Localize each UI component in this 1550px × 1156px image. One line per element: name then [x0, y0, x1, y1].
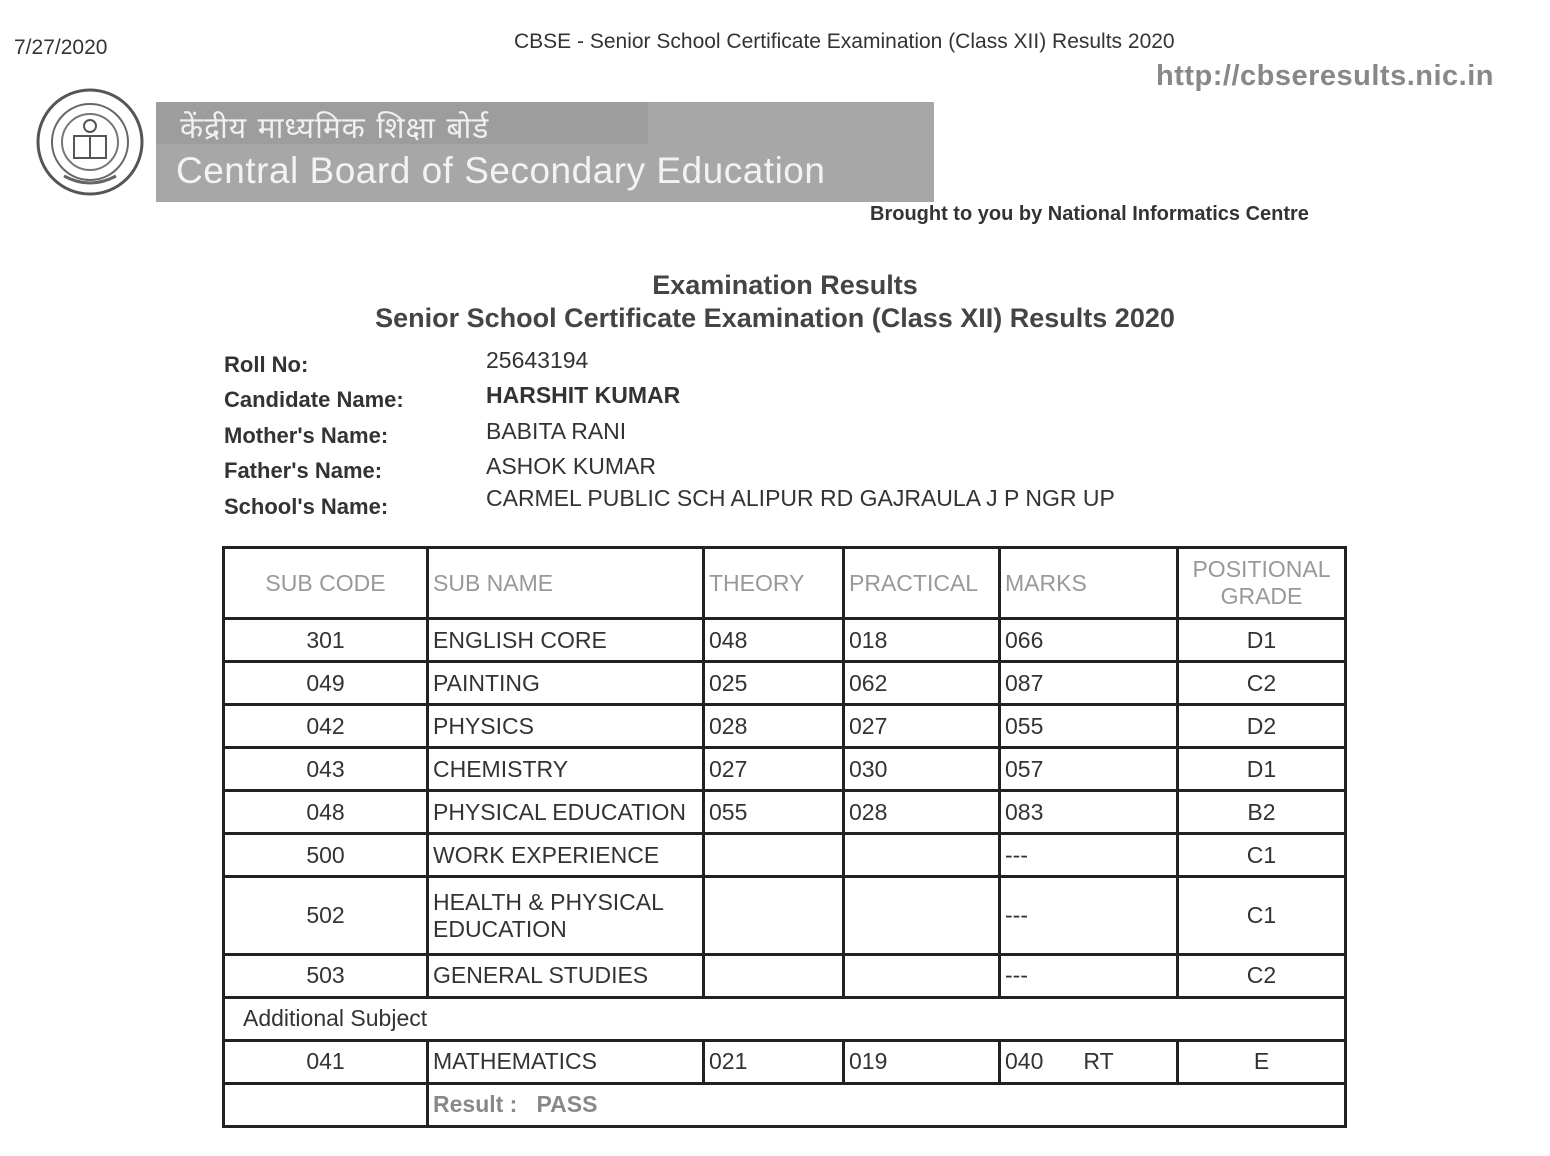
- mother-name-value: BABITA RANI: [486, 418, 627, 444]
- positional-grade: E: [1178, 1040, 1346, 1083]
- sub-name: GENERAL STUDIES: [428, 954, 704, 997]
- print-date: 7/27/2020: [14, 36, 108, 59]
- roll-no-label: Roll No:: [224, 352, 309, 377]
- positional-grade: D1: [1178, 748, 1346, 791]
- sub-name: PHYSICAL EDUCATION: [428, 791, 704, 834]
- theory-marks: 055: [704, 791, 844, 834]
- table-row: [224, 954, 1346, 997]
- additional-subject-label: Additional Subject: [224, 997, 1346, 1040]
- table-row: [224, 834, 1346, 877]
- theory-marks: 028: [704, 705, 844, 748]
- board-name-hindi: केंद्रीय माध्यमिक शिक्षा बोर्ड: [180, 111, 490, 146]
- sub-name: WORK EXPERIENCE: [428, 834, 704, 877]
- sub-name: PAINTING: [428, 662, 704, 705]
- positional-grade: C1: [1178, 877, 1346, 954]
- total-marks: 057: [1000, 748, 1178, 791]
- total-marks: 087: [1000, 662, 1178, 705]
- theory-marks: [704, 954, 844, 997]
- table-row: [224, 748, 1346, 791]
- header-practical: PRACTICAL: [844, 548, 1000, 619]
- header-theory: THEORY: [704, 548, 844, 619]
- table-row: [224, 1040, 1346, 1083]
- table-header-row: [224, 548, 1346, 619]
- positional-grade: C2: [1178, 662, 1346, 705]
- header-sub-code: SUB CODE: [224, 548, 428, 619]
- school-name-label: School's Name:: [224, 494, 389, 519]
- sub-code: 049: [224, 662, 428, 705]
- marks-note: RT: [1083, 1048, 1114, 1075]
- sub-code: 041: [224, 1040, 428, 1083]
- theory-marks: 027: [704, 748, 844, 791]
- positional-grade: C2: [1178, 954, 1346, 997]
- header-sub-name: SUB NAME: [428, 548, 704, 619]
- theory-marks: 021: [704, 1040, 844, 1083]
- sub-name: HEALTH & PHYSICAL EDUCATION: [428, 877, 704, 954]
- header-positional-grade: POSITIONAL GRADE: [1178, 548, 1346, 619]
- additional-subject-row: [224, 997, 1346, 1040]
- print-page-title: CBSE - Senior School Certificate Examination (Class XII) Results 2020: [514, 30, 1175, 53]
- table-row: [224, 877, 1346, 954]
- exam-results-heading: Examination Results: [652, 270, 918, 300]
- sub-name: CHEMISTRY: [428, 748, 704, 791]
- sub-code: 043: [224, 748, 428, 791]
- practical-marks: 028: [844, 791, 1000, 834]
- sub-name: MATHEMATICS: [428, 1040, 704, 1083]
- sub-name: ENGLISH CORE: [428, 619, 704, 662]
- cbse-emblem-icon: [34, 86, 146, 198]
- total-marks: ---: [1000, 877, 1178, 954]
- table-row: [224, 791, 1346, 834]
- father-name-label: Father's Name:: [224, 458, 383, 483]
- table-row: [224, 662, 1346, 705]
- practical-marks: [844, 954, 1000, 997]
- positional-grade: D1: [1178, 619, 1346, 662]
- board-name-english: Central Board of Secondary Education: [176, 150, 826, 191]
- roll-no-value: 25643194: [486, 347, 589, 373]
- result-value: PASS: [536, 1091, 598, 1118]
- practical-marks: [844, 834, 1000, 877]
- exam-subheading: Senior School Certificate Examination (Class XII) Results 2020: [375, 303, 1175, 333]
- practical-marks: 062: [844, 662, 1000, 705]
- practical-marks: 018: [844, 619, 1000, 662]
- theory-marks: 048: [704, 619, 844, 662]
- practical-marks: 027: [844, 705, 1000, 748]
- marks-table: [222, 546, 1347, 1128]
- total-marks: 083: [1000, 791, 1178, 834]
- total-marks: ---: [1000, 834, 1178, 877]
- table-row: [224, 705, 1346, 748]
- total-marks: [1000, 1040, 1178, 1083]
- print-url: http://cbseresults.nic.in: [1156, 60, 1494, 92]
- candidate-name-value: HARSHIT KUMAR: [486, 382, 681, 408]
- positional-grade: C1: [1178, 834, 1346, 877]
- result-label: Result :: [433, 1091, 518, 1118]
- result-cell: [428, 1083, 1346, 1126]
- result-empty-cell: [224, 1083, 428, 1126]
- sub-code: 503: [224, 954, 428, 997]
- positional-grade: D2: [1178, 705, 1346, 748]
- theory-marks: [704, 877, 844, 954]
- total-marks-value: 040: [1005, 1048, 1044, 1075]
- school-name-value: CARMEL PUBLIC SCH ALIPUR RD GAJRAULA J P NGR UP: [486, 485, 1115, 511]
- mother-name-label: Mother's Name:: [224, 423, 389, 448]
- father-name-value: ASHOK KUMAR: [486, 453, 656, 479]
- result-row: [224, 1083, 1346, 1126]
- total-marks: ---: [1000, 954, 1178, 997]
- total-marks: 055: [1000, 705, 1178, 748]
- table-row: [224, 619, 1346, 662]
- header-marks: MARKS: [1000, 548, 1178, 619]
- nic-credit: Brought to you by National Informatics Centre: [870, 203, 1309, 225]
- sub-code: 500: [224, 834, 428, 877]
- practical-marks: 019: [844, 1040, 1000, 1083]
- practical-marks: 030: [844, 748, 1000, 791]
- sub-code: 042: [224, 705, 428, 748]
- total-marks: 066: [1000, 619, 1178, 662]
- sub-name: PHYSICS: [428, 705, 704, 748]
- positional-grade: B2: [1178, 791, 1346, 834]
- sub-code: 301: [224, 619, 428, 662]
- practical-marks: [844, 877, 1000, 954]
- theory-marks: 025: [704, 662, 844, 705]
- sub-code: 502: [224, 877, 428, 954]
- theory-marks: [704, 834, 844, 877]
- candidate-name-label: Candidate Name:: [224, 387, 404, 412]
- sub-code: 048: [224, 791, 428, 834]
